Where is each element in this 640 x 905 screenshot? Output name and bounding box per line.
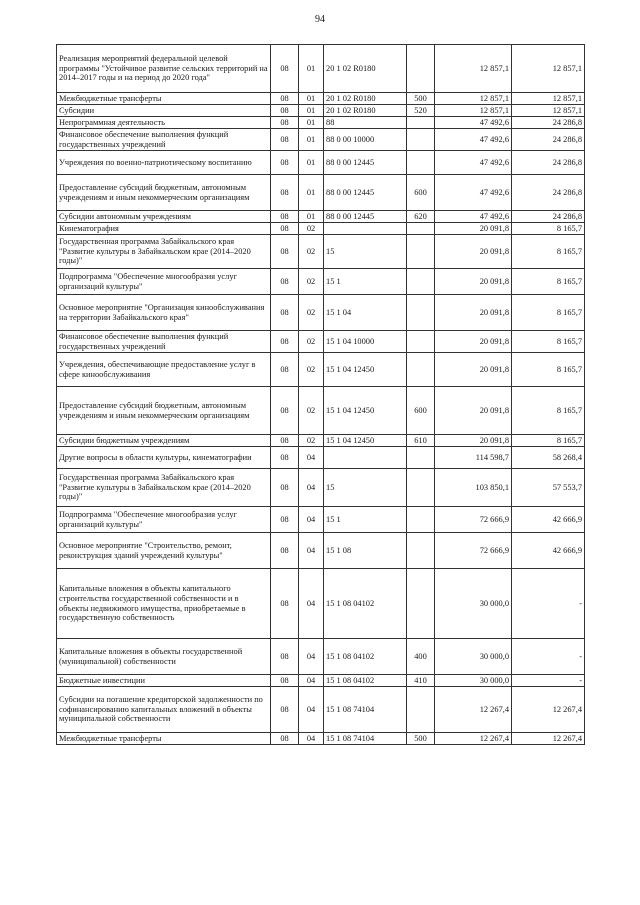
expense-type-cell <box>407 45 435 93</box>
item-name-cell: Субсидии <box>57 105 271 117</box>
amount-year1-cell: 30 000,0 <box>435 569 512 639</box>
item-name-cell: Государственная программа Забайкальского края "Развитие культуры в Забайкальском крае (2014–2020 годы)" <box>57 469 271 507</box>
amount-year2-cell: 58 268,4 <box>512 447 585 469</box>
amount-year2-cell: 42 666,9 <box>512 533 585 569</box>
item-name-cell: Бюджетные инвестиции <box>57 675 271 687</box>
table-row <box>57 211 585 223</box>
expense-type-cell: 600 <box>407 387 435 435</box>
section-code-cell: 08 <box>271 45 299 93</box>
expense-type-cell <box>407 533 435 569</box>
table-row <box>57 435 585 447</box>
expense-type-cell <box>407 117 435 129</box>
amount-year2-cell: 12 857,1 <box>512 45 585 93</box>
table-row <box>57 469 585 507</box>
target-article-cell: 88 0 00 12445 <box>324 175 407 211</box>
table-row <box>57 129 585 151</box>
amount-year1-cell: 72 666,9 <box>435 507 512 533</box>
target-article-cell: 15 1 08 <box>324 533 407 569</box>
table-row <box>57 447 585 469</box>
subsection-code-cell: 02 <box>299 223 324 235</box>
section-code-cell: 08 <box>271 569 299 639</box>
section-code-cell: 08 <box>271 733 299 745</box>
subsection-code-cell: 01 <box>299 175 324 211</box>
amount-year1-cell: 30 000,0 <box>435 675 512 687</box>
target-article-cell: 20 1 02 R0180 <box>324 45 407 93</box>
subsection-code-cell: 01 <box>299 151 324 175</box>
amount-year2-cell: 8 165,7 <box>512 223 585 235</box>
amount-year1-cell: 114 598,7 <box>435 447 512 469</box>
subsection-code-cell: 04 <box>299 507 324 533</box>
amount-year2-cell: 8 165,7 <box>512 353 585 387</box>
amount-year2-cell: 8 165,7 <box>512 235 585 269</box>
section-code-cell: 08 <box>271 211 299 223</box>
expense-type-cell <box>407 235 435 269</box>
item-name-cell: Основное мероприятие "Организация кинообслуживания на территории Забайкальского края" <box>57 295 271 331</box>
target-article-cell: 88 0 00 12445 <box>324 211 407 223</box>
section-code-cell: 08 <box>271 435 299 447</box>
subsection-code-cell: 04 <box>299 639 324 675</box>
expense-type-cell <box>407 129 435 151</box>
target-article-cell: 15 1 04 12450 <box>324 435 407 447</box>
expense-type-cell: 600 <box>407 175 435 211</box>
table-row <box>57 507 585 533</box>
target-article-cell: 15 <box>324 235 407 269</box>
table-row <box>57 533 585 569</box>
expense-type-cell <box>407 295 435 331</box>
section-code-cell: 08 <box>271 223 299 235</box>
target-article-cell: 88 0 00 12445 <box>324 151 407 175</box>
target-article-cell <box>324 223 407 235</box>
section-code-cell: 08 <box>271 639 299 675</box>
amount-year2-cell: 8 165,7 <box>512 331 585 353</box>
table-row <box>57 235 585 269</box>
table-row <box>57 387 585 435</box>
section-code-cell: 08 <box>271 235 299 269</box>
amount-year1-cell: 20 091,8 <box>435 353 512 387</box>
amount-year1-cell: 12 267,4 <box>435 687 512 733</box>
amount-year2-cell: 42 666,9 <box>512 507 585 533</box>
amount-year1-cell: 103 850,1 <box>435 469 512 507</box>
target-article-cell <box>324 447 407 469</box>
item-name-cell: Непрограммная деятельность <box>57 117 271 129</box>
item-name-cell: Предоставление субсидий бюджетным, автономным учреждениям и иным некоммерческим организациям <box>57 175 271 211</box>
subsection-code-cell: 02 <box>299 331 324 353</box>
item-name-cell: Капитальные вложения в объекты капитального строительства государственной собственности и в объекты недвижимого имущества, приобретаемые в государственную собственность <box>57 569 271 639</box>
amount-year1-cell: 20 091,8 <box>435 223 512 235</box>
item-name-cell: Подпрограмма "Обеспечение многообразия услуг организаций культуры" <box>57 269 271 295</box>
item-name-cell: Реализация мероприятий федеральной целевой программы "Устойчивое развитие сельских территорий на 2014–2017 годы и на период до 2020 года" <box>57 45 271 93</box>
table-row <box>57 687 585 733</box>
subsection-code-cell: 04 <box>299 675 324 687</box>
section-code-cell: 08 <box>271 469 299 507</box>
section-code-cell: 08 <box>271 387 299 435</box>
amount-year2-cell: 8 165,7 <box>512 387 585 435</box>
subsection-code-cell: 02 <box>299 295 324 331</box>
expense-type-cell <box>407 151 435 175</box>
subsection-code-cell: 01 <box>299 105 324 117</box>
expense-type-cell <box>407 507 435 533</box>
amount-year1-cell: 47 492,6 <box>435 151 512 175</box>
section-code-cell: 08 <box>271 675 299 687</box>
expense-type-cell <box>407 469 435 507</box>
target-article-cell: 15 1 08 04102 <box>324 639 407 675</box>
amount-year2-cell: 12 857,1 <box>512 93 585 105</box>
target-article-cell: 20 1 02 R0180 <box>324 105 407 117</box>
amount-year2-cell: - <box>512 675 585 687</box>
section-code-cell: 08 <box>271 533 299 569</box>
item-name-cell: Финансовое обеспечение выполнения функций государственных учреждений <box>57 129 271 151</box>
item-name-cell: Государственная программа Забайкальского края "Развитие культуры в Забайкальском крае (2014–2020 годы)" <box>57 235 271 269</box>
amount-year2-cell: 12 267,4 <box>512 733 585 745</box>
target-article-cell: 20 1 02 R0180 <box>324 93 407 105</box>
target-article-cell: 15 1 08 04102 <box>324 569 407 639</box>
amount-year2-cell: 12 857,1 <box>512 105 585 117</box>
target-article-cell: 15 1 04 <box>324 295 407 331</box>
section-code-cell: 08 <box>271 93 299 105</box>
table-row <box>57 675 585 687</box>
amount-year2-cell: 12 267,4 <box>512 687 585 733</box>
table-row <box>57 295 585 331</box>
table-row <box>57 269 585 295</box>
subsection-code-cell: 02 <box>299 235 324 269</box>
amount-year2-cell: - <box>512 569 585 639</box>
amount-year1-cell: 72 666,9 <box>435 533 512 569</box>
item-name-cell: Подпрограмма "Обеспечение многообразия услуг организаций культуры" <box>57 507 271 533</box>
target-article-cell: 15 1 <box>324 269 407 295</box>
expense-type-cell <box>407 223 435 235</box>
table-row <box>57 93 585 105</box>
amount-year1-cell: 47 492,6 <box>435 175 512 211</box>
amount-year1-cell: 12 857,1 <box>435 93 512 105</box>
subsection-code-cell: 01 <box>299 45 324 93</box>
amount-year2-cell: 57 553,7 <box>512 469 585 507</box>
section-code-cell: 08 <box>271 151 299 175</box>
page-number: 94 <box>315 14 325 25</box>
subsection-code-cell: 04 <box>299 733 324 745</box>
table-row <box>57 223 585 235</box>
target-article-cell: 15 1 04 10000 <box>324 331 407 353</box>
amount-year2-cell: 24 286,8 <box>512 211 585 223</box>
subsection-code-cell: 04 <box>299 687 324 733</box>
item-name-cell: Межбюджетные трансферты <box>57 93 271 105</box>
table-row <box>57 151 585 175</box>
expense-type-cell: 400 <box>407 639 435 675</box>
expense-type-cell: 520 <box>407 105 435 117</box>
expense-type-cell <box>407 687 435 733</box>
item-name-cell: Межбюджетные трансферты <box>57 733 271 745</box>
target-article-cell: 88 <box>324 117 407 129</box>
amount-year1-cell: 12 857,1 <box>435 105 512 117</box>
expense-type-cell: 410 <box>407 675 435 687</box>
subsection-code-cell: 01 <box>299 211 324 223</box>
expense-type-cell: 610 <box>407 435 435 447</box>
target-article-cell: 88 0 00 10000 <box>324 129 407 151</box>
section-code-cell: 08 <box>271 129 299 151</box>
expense-type-cell <box>407 331 435 353</box>
item-name-cell: Основное мероприятие "Строительство, ремонт, реконструкция зданий учреждений культуры" <box>57 533 271 569</box>
section-code-cell: 08 <box>271 331 299 353</box>
amount-year1-cell: 20 091,8 <box>435 295 512 331</box>
item-name-cell: Учреждения, обеспечивающие предоставление услуг в сфере кинообслуживания <box>57 353 271 387</box>
amount-year2-cell: - <box>512 639 585 675</box>
section-code-cell: 08 <box>271 117 299 129</box>
subsection-code-cell: 02 <box>299 435 324 447</box>
section-code-cell: 08 <box>271 353 299 387</box>
table-row <box>57 733 585 745</box>
subsection-code-cell: 02 <box>299 269 324 295</box>
amount-year1-cell: 47 492,6 <box>435 129 512 151</box>
expense-type-cell <box>407 569 435 639</box>
amount-year2-cell: 8 165,7 <box>512 435 585 447</box>
section-code-cell: 08 <box>271 295 299 331</box>
section-code-cell: 08 <box>271 175 299 211</box>
amount-year1-cell: 20 091,8 <box>435 269 512 295</box>
amount-year1-cell: 12 857,1 <box>435 45 512 93</box>
table-row <box>57 117 585 129</box>
table-row <box>57 569 585 639</box>
expense-type-cell: 500 <box>407 733 435 745</box>
table-row <box>57 105 585 117</box>
expense-type-cell <box>407 353 435 387</box>
section-code-cell: 08 <box>271 269 299 295</box>
section-code-cell: 08 <box>271 507 299 533</box>
amount-year2-cell: 24 286,8 <box>512 175 585 211</box>
target-article-cell: 15 1 04 12450 <box>324 353 407 387</box>
table-row <box>57 45 585 93</box>
section-code-cell: 08 <box>271 105 299 117</box>
target-article-cell: 15 <box>324 469 407 507</box>
item-name-cell: Субсидии автономным учреждениям <box>57 211 271 223</box>
item-name-cell: Кинематография <box>57 223 271 235</box>
section-code-cell: 08 <box>271 447 299 469</box>
subsection-code-cell: 01 <box>299 129 324 151</box>
item-name-cell: Учреждения по военно-патриотическому воспитанию <box>57 151 271 175</box>
subsection-code-cell: 04 <box>299 447 324 469</box>
target-article-cell: 15 1 04 12450 <box>324 387 407 435</box>
amount-year2-cell: 8 165,7 <box>512 269 585 295</box>
amount-year2-cell: 24 286,8 <box>512 151 585 175</box>
amount-year1-cell: 20 091,8 <box>435 331 512 353</box>
subsection-code-cell: 01 <box>299 93 324 105</box>
amount-year1-cell: 20 091,8 <box>435 235 512 269</box>
table-row <box>57 175 585 211</box>
amount-year1-cell: 20 091,8 <box>435 435 512 447</box>
section-code-cell: 08 <box>271 687 299 733</box>
item-name-cell: Другие вопросы в области культуры, кинематографии <box>57 447 271 469</box>
target-article-cell: 15 1 08 74104 <box>324 687 407 733</box>
amount-year1-cell: 47 492,6 <box>435 211 512 223</box>
table-row <box>57 331 585 353</box>
amount-year2-cell: 24 286,8 <box>512 129 585 151</box>
expense-type-cell: 500 <box>407 93 435 105</box>
item-name-cell: Капитальные вложения в объекты государственной (муниципальной) собственности <box>57 639 271 675</box>
budget-table <box>56 44 585 745</box>
expense-type-cell: 620 <box>407 211 435 223</box>
item-name-cell: Предоставление субсидий бюджетным, автономным учреждениям и иным некоммерческим организациям <box>57 387 271 435</box>
table-row <box>57 353 585 387</box>
amount-year1-cell: 47 492,6 <box>435 117 512 129</box>
target-article-cell: 15 1 <box>324 507 407 533</box>
item-name-cell: Субсидии на погашение кредиторской задолженности по софинансированию капитальных вложений в объекты муниципальной собственности <box>57 687 271 733</box>
amount-year2-cell: 8 165,7 <box>512 295 585 331</box>
subsection-code-cell: 04 <box>299 469 324 507</box>
subsection-code-cell: 04 <box>299 569 324 639</box>
target-article-cell: 15 1 08 04102 <box>324 675 407 687</box>
amount-year1-cell: 30 000,0 <box>435 639 512 675</box>
table-row <box>57 639 585 675</box>
subsection-code-cell: 02 <box>299 353 324 387</box>
expense-type-cell <box>407 269 435 295</box>
target-article-cell: 15 1 08 74104 <box>324 733 407 745</box>
amount-year1-cell: 12 267,4 <box>435 733 512 745</box>
subsection-code-cell: 02 <box>299 387 324 435</box>
item-name-cell: Финансовое обеспечение выполнения функций государственных учреждений <box>57 331 271 353</box>
amount-year1-cell: 20 091,8 <box>435 387 512 435</box>
subsection-code-cell: 01 <box>299 117 324 129</box>
amount-year2-cell: 24 286,8 <box>512 117 585 129</box>
subsection-code-cell: 04 <box>299 533 324 569</box>
item-name-cell: Субсидии бюджетным учреждениям <box>57 435 271 447</box>
expense-type-cell <box>407 447 435 469</box>
